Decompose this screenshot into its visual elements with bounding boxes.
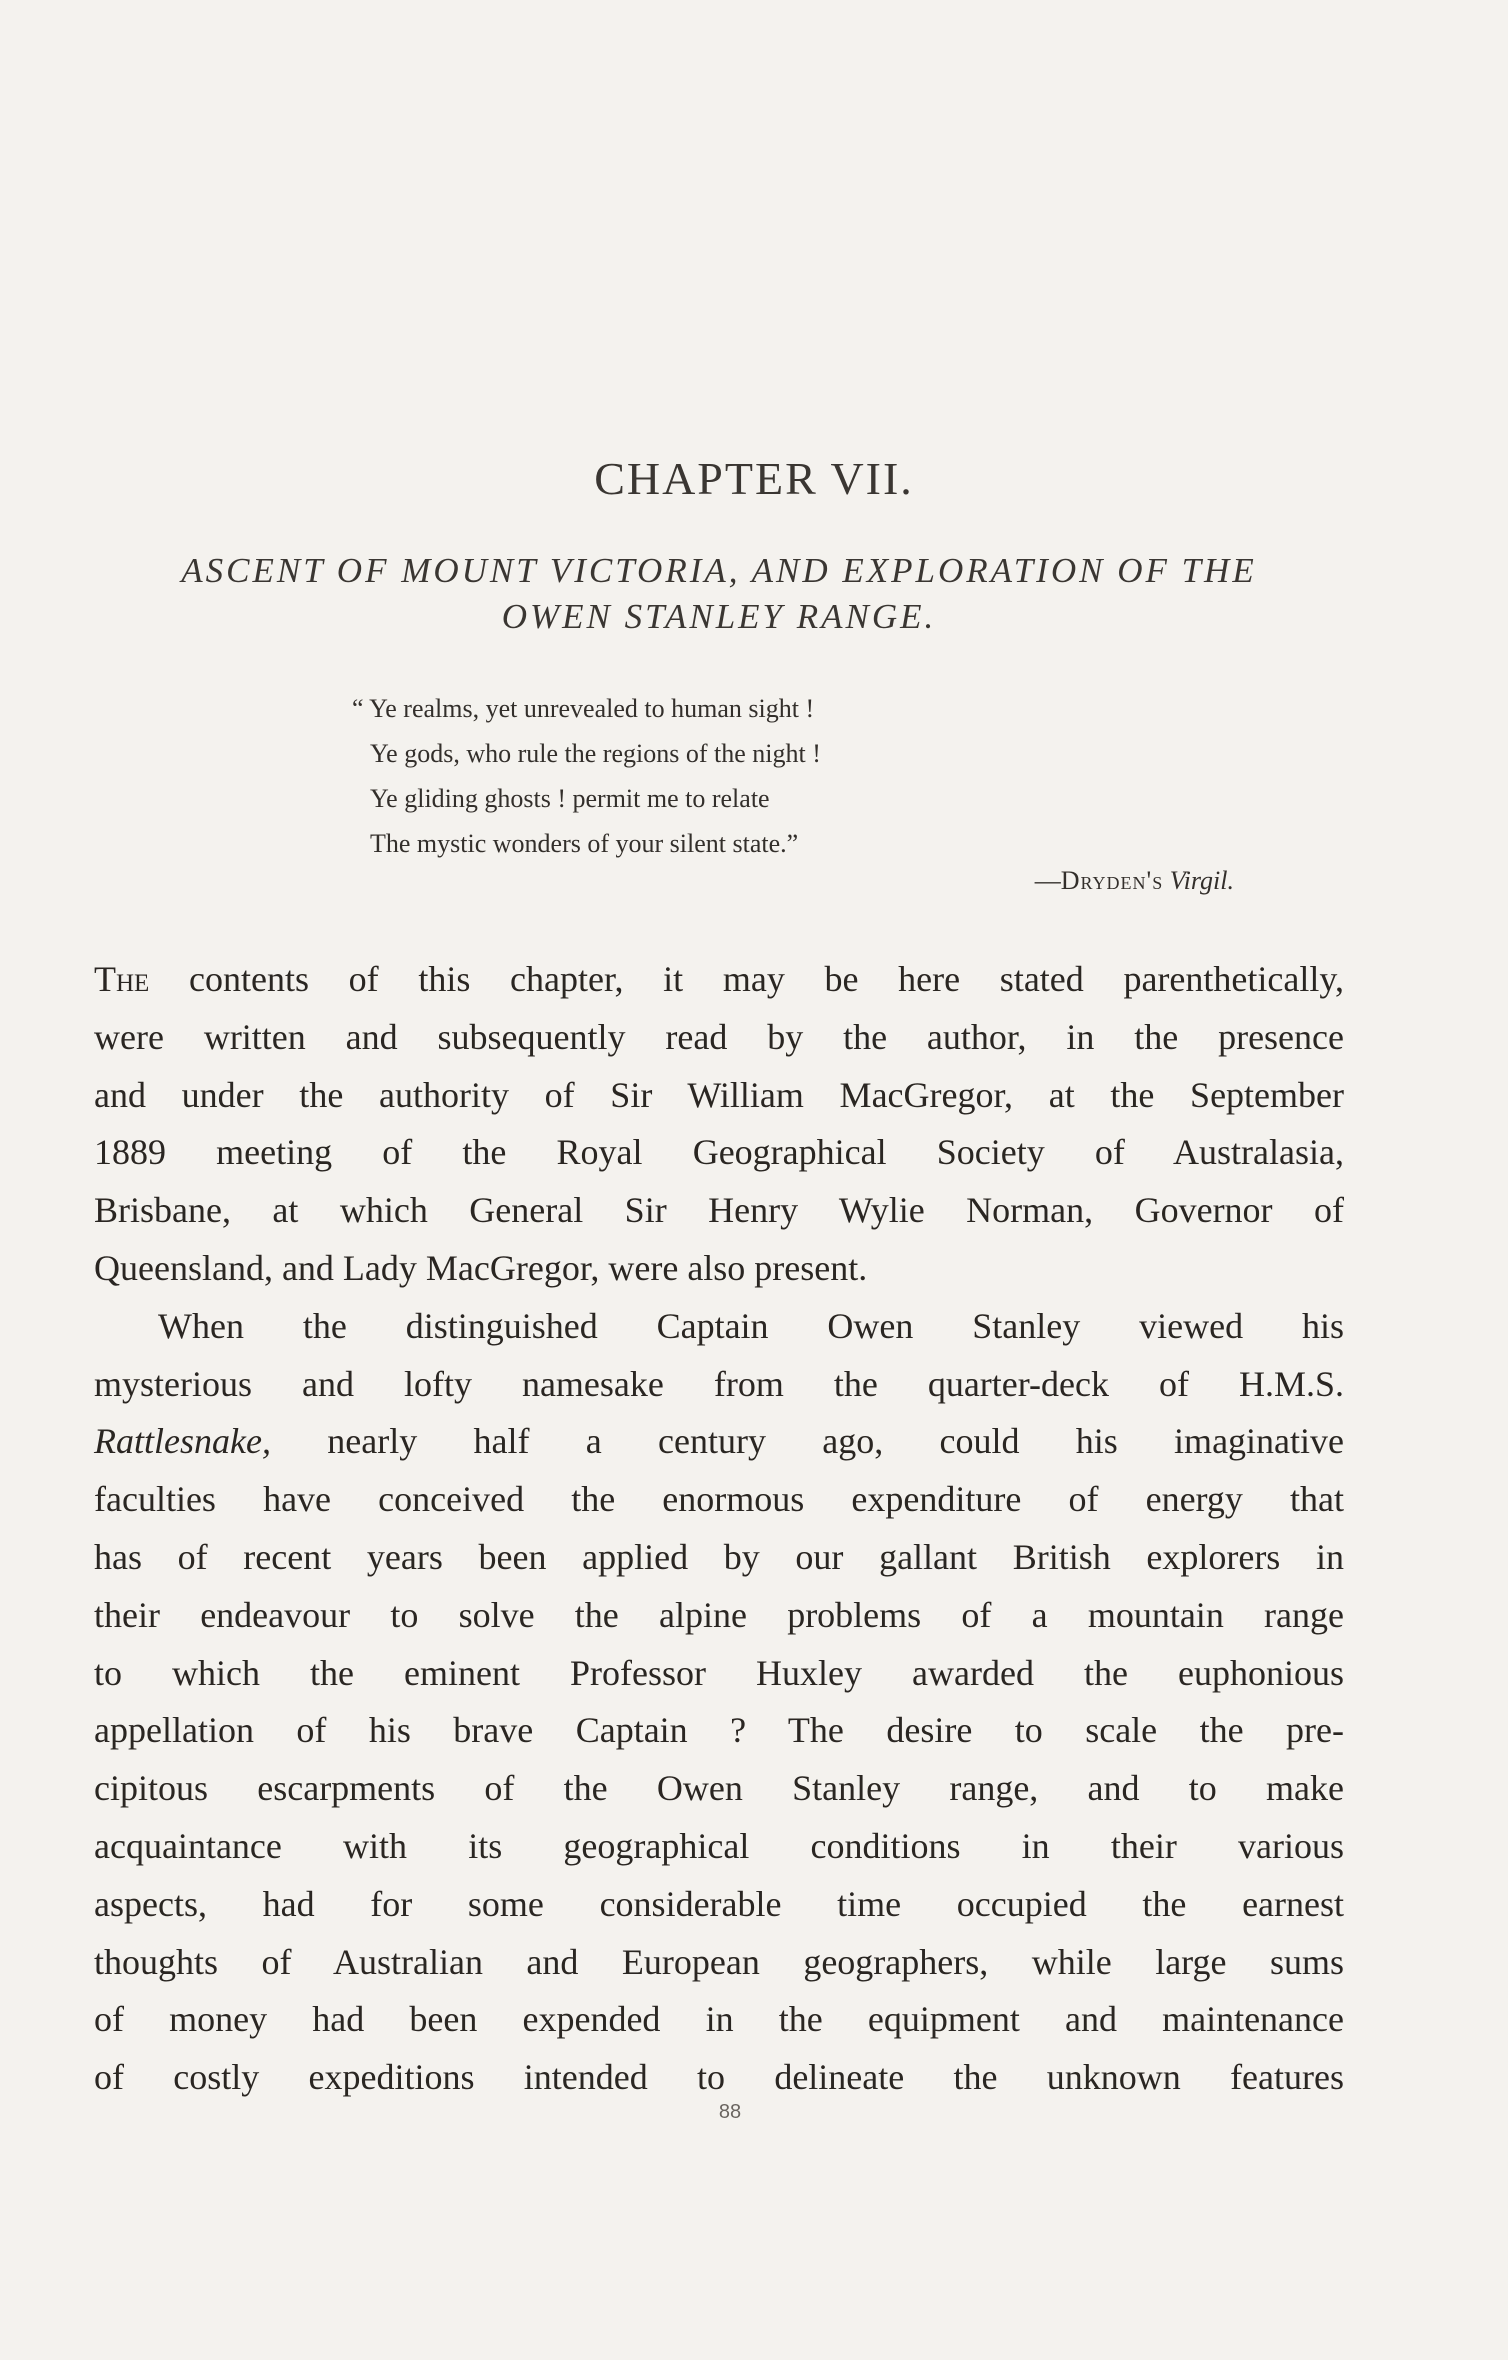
body-line: and under the authority of Sir William MacGregor, at the September	[94, 1074, 1344, 1115]
body-line: of costly expeditions intended to delineate the unknown features	[94, 2057, 1344, 2098]
epigraph-line: “ Ye realms, yet unrevealed to human sight !	[352, 694, 815, 723]
body-line: aspects, had for some considerable time occupied the earnest	[94, 1883, 1344, 1924]
epigraph-line: Ye gliding ghosts ! permit me to relate	[370, 784, 770, 813]
body-line: were written and subsequently read by the author, in the presence	[94, 1016, 1344, 1057]
epigraph-line: The mystic wonders of your silent state.”	[370, 829, 799, 858]
body-line: has of recent years been applied by our gallant British explorers in	[94, 1536, 1344, 1577]
body-line: appellation of his brave Captain ? The desire to scale the pre-	[94, 1710, 1344, 1751]
body-line: to which the eminent Professor Huxley awarded the euphonious	[94, 1652, 1344, 1693]
body-line: thoughts of Australian and European geographers, while large sums	[94, 1941, 1344, 1982]
body-line-text: contents of this chapter, it may be here stated parenthetically,	[189, 959, 1345, 999]
attribution-author: Dryden's	[1060, 866, 1164, 895]
body-line: faculties have conceived the enormous expenditure of energy that	[94, 1479, 1344, 1520]
body-line: cipitous escarpments of the Owen Stanley range, and to make	[94, 1768, 1344, 1809]
attribution-work: Virgil.	[1169, 866, 1234, 895]
epigraph-attribution	[370, 866, 1234, 896]
page-number: 88	[718, 2101, 742, 2123]
body-line: their endeavour to solve the alpine problems of a mountain range	[94, 1594, 1344, 1635]
body-line: 1889 meeting of the Royal Geographical Society of Australasia,	[94, 1132, 1344, 1173]
body-line-text: nearly half a century ago, could his imaginative	[327, 1421, 1345, 1462]
body-line: acquaintance with its geographical conditions in their various	[94, 1825, 1344, 1866]
body-line: Queensland, and Lady MacGregor, were also present.	[94, 1247, 868, 1288]
epigraph	[352, 686, 1250, 866]
body-line: mysterious and lofty namesake from the quarter-deck of H.M.S.	[94, 1363, 1344, 1404]
body-line: of money had been expended in the equipment and maintenance	[94, 1999, 1344, 2040]
body-text	[94, 951, 1344, 2107]
body-line	[94, 1413, 1344, 1471]
chapter-number: CHAPTER VII.	[594, 453, 914, 504]
body-line	[94, 951, 1344, 1009]
chapter-title-line-2: OWEN STANLEY RANGE.	[501, 597, 937, 636]
chapter-title-line-1: ASCENT OF MOUNT VICTORIA, AND EXPLORATION OF THE	[181, 551, 1257, 590]
attribution-dash: —	[1034, 866, 1061, 895]
body-line: When the distinguished Captain Owen Stanley viewed his	[158, 1305, 1344, 1346]
epigraph-line: Ye gods, who rule the regions of the night !	[370, 739, 821, 768]
chapter-title	[80, 548, 1358, 640]
body-line: Brisbane, at which General Sir Henry Wylie Norman, Governor of	[94, 1190, 1344, 1231]
drop-lead-word: The	[94, 959, 150, 999]
ship-name: Rattlesnake,	[94, 1421, 271, 1462]
